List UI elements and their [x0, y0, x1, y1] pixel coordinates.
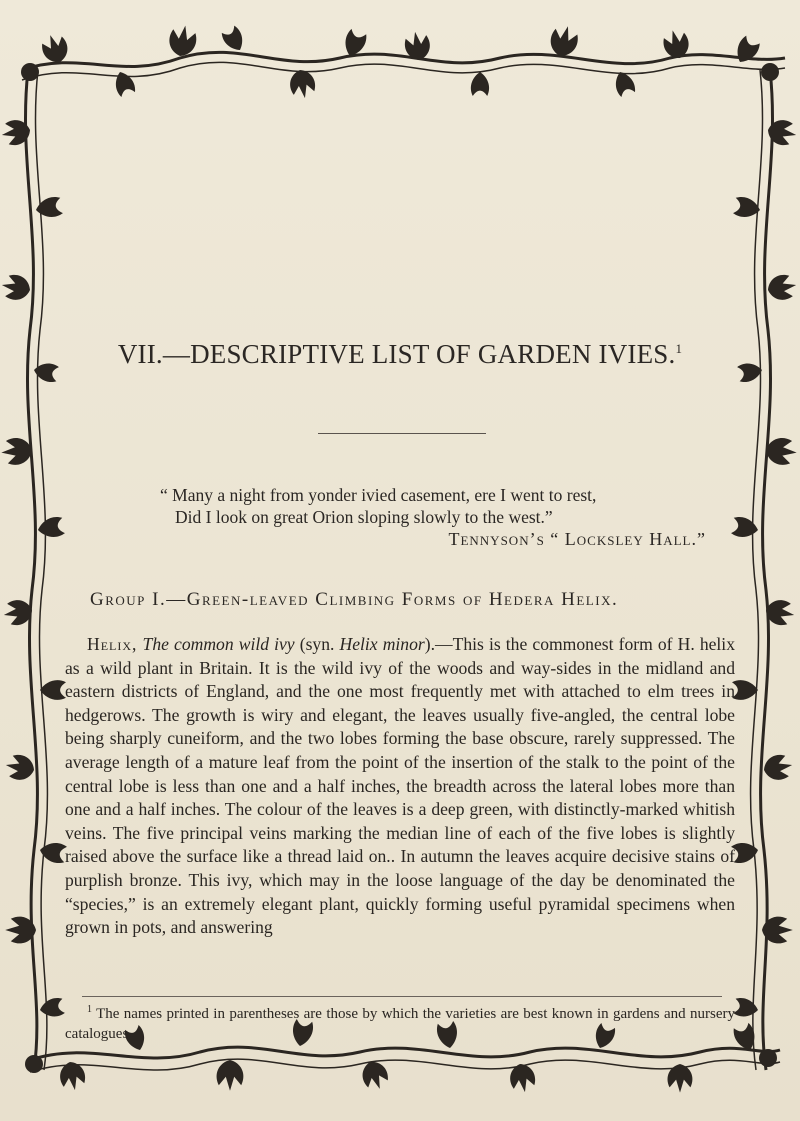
entry-syn-open: (syn.: [294, 634, 340, 654]
epigraph-attribution: Tennyson’s “ Locksley Hall.”: [448, 529, 706, 549]
group-title: Group I.—Green-leaved Climbing Forms of Hedera Helix.: [90, 589, 619, 610]
footnote-text: The names printed in parentheses are those by which the varieties are best known in gardens and nursery catalogues.: [65, 1006, 735, 1042]
epigraph-line-2: Did I look on great Orion sloping slowly to the west.”: [175, 507, 553, 527]
footnote: [65, 1000, 735, 1044]
entry-description: ).—This is the commonest form of H. helix as a wild plant in Britain. It is the wild ivy of the woods and way-sides in the midland and eastern districts of England, and the one most frequently met with attached to elm trees in hedgerows. The growth is wiry and elegant, the leaves usually five-angled, the central lobe being sharply cuneiform, and the two lobes forming the base obscure, rarely suppressed. The average length of a mature leaf from the point of the insertion of the stalk to the point of the central lobe is less than one and a half inches, the breadth across the lateral lobes more than one and a half inches. The colour of the leaves is a deep green, with distinctly-marked whitish veins. The five principal veins marking the median line of each of the five lobes is slightly raised above the surface like a thread laid on.. In autumn the leaves acquire decisive stains of purplish bronze. This ivy, which may in the loose language of the day be denominated the “species,” is an extremely elegant plant, quickly forming useful pyramidal specimens when grown in pots, and answering: [65, 634, 735, 938]
heading-text: VII.—DESCRIPTIVE LIST OF GARDEN IVIES.: [117, 339, 676, 369]
footnote-mark: 1: [87, 1004, 92, 1015]
epigraph: [160, 484, 720, 550]
entry-syn-name: Helix minor: [339, 634, 425, 654]
entry-name: Helix,: [87, 634, 138, 654]
footnote-divider: [82, 996, 722, 997]
heading-divider: [318, 433, 486, 434]
epigraph-line-1: “ Many a night from yonder ivied casement, ere I went to rest,: [160, 485, 597, 505]
heading-footnote-mark: 1: [675, 341, 683, 356]
entry-common-name: The common wild ivy: [142, 634, 295, 654]
section-heading: [80, 339, 720, 370]
entry-paragraph: [65, 633, 735, 940]
